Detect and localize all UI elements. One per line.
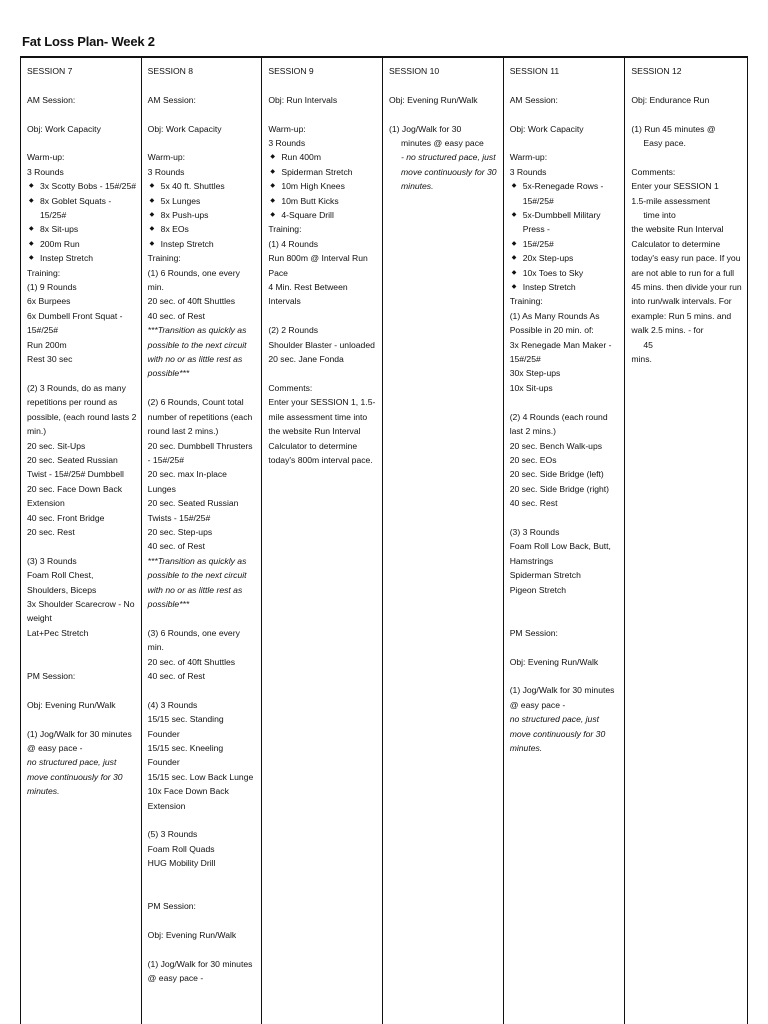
cell-line: Spiderman Stretch [509,570,581,581]
cell-line: 1.5-mile assessment [631,195,711,206]
cell-line: 20 sec. EOs [509,454,557,465]
spacer [631,78,743,92]
spacer [389,78,499,92]
cell-line: (1) Jog/Walk for 30 minutes @ easy pace - [147,959,253,984]
cell-line: Obj: Work Capacity [509,123,584,134]
cell-line: Rest 30 sec [27,354,73,365]
cell-line: 40 sec. Rest [509,498,558,509]
spacer [631,150,743,164]
spacer [27,640,137,654]
cell-line: 15/15 sec. Low Back Lunge [147,771,254,782]
bullet-item: ◆ Spiderman Stretch [268,165,378,179]
bullet-item: ◆ 5x-Dumbbell Military Press - [510,208,621,237]
cell-line: Training: [268,224,302,235]
spacer [27,78,137,92]
spacer [510,669,621,683]
cell-line: 20 sec. of 40ft Shuttles [147,296,236,307]
cell-line: (3) 3 Rounds [509,526,560,537]
bullet-item: ◆ 10x Toes to Sky [510,266,621,280]
bullet-item: ◆ 5x-Renegade Rows - 15#/25# [510,179,621,208]
cell-line: (1) 9 Rounds [27,282,77,293]
cell-line: Foam Roll Quads [147,843,215,854]
session-heading: SESSION 9 [268,66,314,76]
cell-line: 45 [643,339,653,350]
cell-line: PM Session: [147,901,196,912]
session-column [504,58,626,1024]
cell-line: 3 Rounds [268,138,306,148]
bullet-item: ◆ Instep Stretch [148,237,258,251]
cell-line: 20 sec. Side Bridge (left) [509,469,604,480]
cell-line: Obj: Work Capacity [27,123,101,134]
cell-line: AM Session: [509,94,558,105]
spacer [148,943,258,957]
cell-line: 20 sec. of 40ft Shuttles [147,656,236,667]
cell-line: 3 Rounds [509,166,547,177]
cell-line: 40 sec. of Rest [147,670,205,681]
cell-line: 6x Burpees [27,296,71,307]
cell-line: Obj: Evening Run/Walk [509,656,599,667]
spacer [148,611,258,625]
cell-line: mins. [631,354,652,365]
spacer [148,683,258,697]
cell-line: (4) 3 Rounds [147,699,198,710]
cell-line: no structured pace, just move continuously for 30 minutes. [27,757,123,797]
cell-line: (2) 3 Rounds, do as many repetitions per round as possible, (each round lasts 2 min.) [27,382,137,437]
page-title: Fat Loss Plan- Week 2 [22,34,155,49]
session-heading: SESSION 10 [389,66,440,76]
cell-line: Obj: Evening Run/Walk [147,930,237,941]
bullet-item: ◆ 200m Run [27,237,137,251]
cell-line: 3x Renegade Man Maker - [509,339,612,350]
cell-line: Comments: [268,382,313,393]
bullet-item: ◆ 5x 40 ft. Shuttles [148,179,258,193]
spacer [27,655,137,669]
session-column [21,58,142,1024]
cell-line: Obj: Endurance Run [631,94,710,105]
cell-line: - no structured pace, just move continuously for 30 minutes. [401,152,497,192]
cell-line: (1) As Many Rounds As Possible in 20 min. of: [509,310,600,336]
cell-line: PM Session: [509,627,558,638]
bullet-item: ◆ Instep Stretch [27,251,137,265]
cell-line: 15#/25# [509,354,541,365]
cell-line: 20 sec. Step-ups [147,526,213,537]
bullet-item: ◆ Run 400m [268,150,378,164]
cell-line: Run 200m [27,339,67,350]
spacer [148,914,258,928]
cell-line: Warm-up: [27,152,65,163]
spacer [268,107,378,121]
cell-line: Training: [147,253,181,264]
cell-line: Warm-up: [268,123,306,134]
cell-line: Enter your SESSION 1, 1.5-mile assessment time into [268,397,376,422]
spacer [148,813,258,827]
bullet-item: ◆ 5x Lunges [148,194,258,208]
cell-line: (2) 6 Rounds, Count total number of repetitions (each round last 2 mins.) [147,397,253,437]
bullet-item: ◆ 4-Square Drill [268,208,378,222]
cell-line: time into [643,210,676,221]
bullet-item: ◆ Instep Stretch [510,280,621,294]
bullet-item: ◆ 20x Step-ups [510,251,621,265]
cell-line: (1) 6 Rounds, one every min. [147,267,240,293]
cell-line: (2) 4 Rounds (each round last 2 mins.) [509,411,608,437]
cell-line: HUG Mobility Drill [147,858,216,869]
cell-line: 20 sec. Side Bridge (right) [509,483,610,494]
bullet-item: ◆ 3x Scotty Bobs - 15#/25# [27,179,137,193]
cell-line: Foam Roll Chest, Shoulders, Biceps [27,570,97,595]
spacer [510,136,621,150]
cell-line: (1) Jog/Walk for 30 minutes @ easy pace - [27,728,132,753]
cell-line: Lat+Pec Stretch [27,627,89,638]
spacer [510,611,621,625]
spacer [148,107,258,121]
bullet-item: ◆ 8x Push-ups [148,208,258,222]
spacer [268,78,378,92]
cell-line: 30x Step-ups [509,368,561,379]
cell-line: (3) 6 Rounds, one every min. [147,627,240,653]
cell-line: 20 sec. Dumbbell Thrusters - 15#/25# [147,440,253,465]
cell-line: 20 sec. Rest [27,526,75,537]
spacer [268,309,378,323]
cell-line: 15/15 sec. Kneeling Founder [147,743,224,768]
cell-line: 20 sec. Face Down Back Extension [27,483,123,509]
cell-line: Training: [509,296,543,307]
spacer [148,871,258,885]
cell-line: ***Transition as quickly as possible to the next circuit with no or as little rest as possible*** [147,555,247,609]
cell-line: 20 sec. Seated Russian Twist - 15#/25# Dumbbell [27,454,124,480]
cell-line: 4 Min. Rest Between Intervals [268,282,348,307]
spacer [148,136,258,150]
cell-line: Shoulder Blaster - unloaded [268,339,375,350]
cell-line: 6x Dumbell Front Squat - 15#/25# [27,310,123,336]
cell-line: AM Session: [27,94,76,105]
spacer [510,395,621,409]
session-heading: SESSION 11 [509,66,560,76]
cell-line: 40 sec. Front Bridge [27,512,105,523]
session-heading: SESSION 7 [27,66,73,76]
cell-line: 40 sec. of Rest [147,541,205,552]
cell-line: (3) 3 Rounds [27,555,77,566]
spacer [631,107,743,121]
bullet-item: ◆ 10m High Knees [268,179,378,193]
cell-line: 20 sec. Jane Fonda [268,354,344,365]
cell-line: 20 sec. Sit-Ups [27,440,86,451]
cell-line: PM Session: [27,670,76,681]
session-heading: SESSION 8 [147,66,194,76]
cell-line: (1) 4 Rounds [268,238,319,249]
cell-line: the website Run Interval Calculator to determine today's easy run pace. If you are not able to run for a full 45 mins. then divide your run into run/walk intervals. For example: Run 5 mins. and walk 2.5 mins. - for [631,224,742,336]
cell-line: 20 sec. Seated Russian Twists - 15#/25# [147,498,239,523]
cell-line: 20 sec. Bench Walk-ups [509,440,603,451]
cell-line: 40 sec. of Rest [147,310,205,321]
cell-line: Training: [27,267,61,278]
session-heading: SESSION 12 [631,66,682,76]
bullet-item: ◆ 8x Goblet Squats - 15/25# [27,194,137,223]
cell-line: (1) Run 45 minutes @ [631,123,716,134]
cell-line: (1) Jog/Walk for 30 minutes @ easy pace - [509,685,615,710]
cell-line: Foam Roll Low Back, Butt, Hamstrings [509,541,611,566]
spacer [389,107,499,121]
spacer [27,539,137,553]
spacer [148,885,258,899]
cell-line: Obj: Run Intervals [268,94,338,105]
cell-line: Obj: Work Capacity [147,123,222,134]
cell-line: 3 Rounds [27,166,64,177]
session-column [383,58,504,1024]
spacer [27,712,137,726]
cell-line: Warm-up: [147,152,186,163]
cell-line: 10x Sit-ups [509,382,553,393]
cell-line: ***Transition as quickly as possible to the next circuit with no or as little rest as possible*** [147,325,247,379]
spacer [148,78,258,92]
spacer [510,511,621,525]
session-table [20,58,748,1024]
session-column [262,58,383,1024]
bullet-item: ◆ 8x EOs [148,222,258,236]
cell-line: minutes @ easy pace [401,138,484,148]
cell-line: Easy pace. [643,138,686,148]
bullet-item: ◆ 8x Sit-ups [27,222,137,236]
bullet-item: ◆ 15#/25# [510,237,621,251]
session-column [142,58,263,1024]
spacer [27,366,137,380]
cell-line: 3x Shoulder Scarecrow - No weight [27,598,135,624]
cell-line: AM Session: [147,94,196,105]
cell-line: 10x Face Down Back Extension [147,786,229,811]
spacer [510,107,621,121]
cell-line: (1) Jog/Walk for 30 [389,123,462,134]
spacer [510,640,621,654]
spacer [510,597,621,611]
cell-line: Warm-up: [509,152,548,163]
cell-line: Obj: Evening Run/Walk [27,699,116,710]
spacer [148,381,258,395]
spacer [27,136,137,150]
bullet-item: ◆ 10m Butt Kicks [268,194,378,208]
cell-line: Comments: [631,166,676,177]
cell-line: 20 sec. max In-place Lunges [147,469,227,494]
cell-line: (5) 3 Rounds [147,829,198,840]
cell-line: 3 Rounds [147,166,185,177]
cell-line: 15/15 sec. Standing Founder [147,714,224,739]
cell-line: (2) 2 Rounds [268,325,319,336]
cell-line: Pigeon Stretch [509,584,567,595]
spacer [510,78,621,92]
spacer [27,683,137,697]
cell-line: Run 800m @ Interval Run Pace [268,253,368,278]
cell-line: no structured pace, just move continuously for 30 minutes. [509,714,606,753]
cell-line: Obj: Evening Run/Walk [389,94,478,105]
session-column [625,58,747,1024]
spacer [268,366,378,380]
cell-line: the website Run Interval Calculator to determine today's 800m interval pace. [268,426,373,465]
cell-line: Enter your SESSION 1 [631,181,719,192]
spacer [27,107,137,121]
